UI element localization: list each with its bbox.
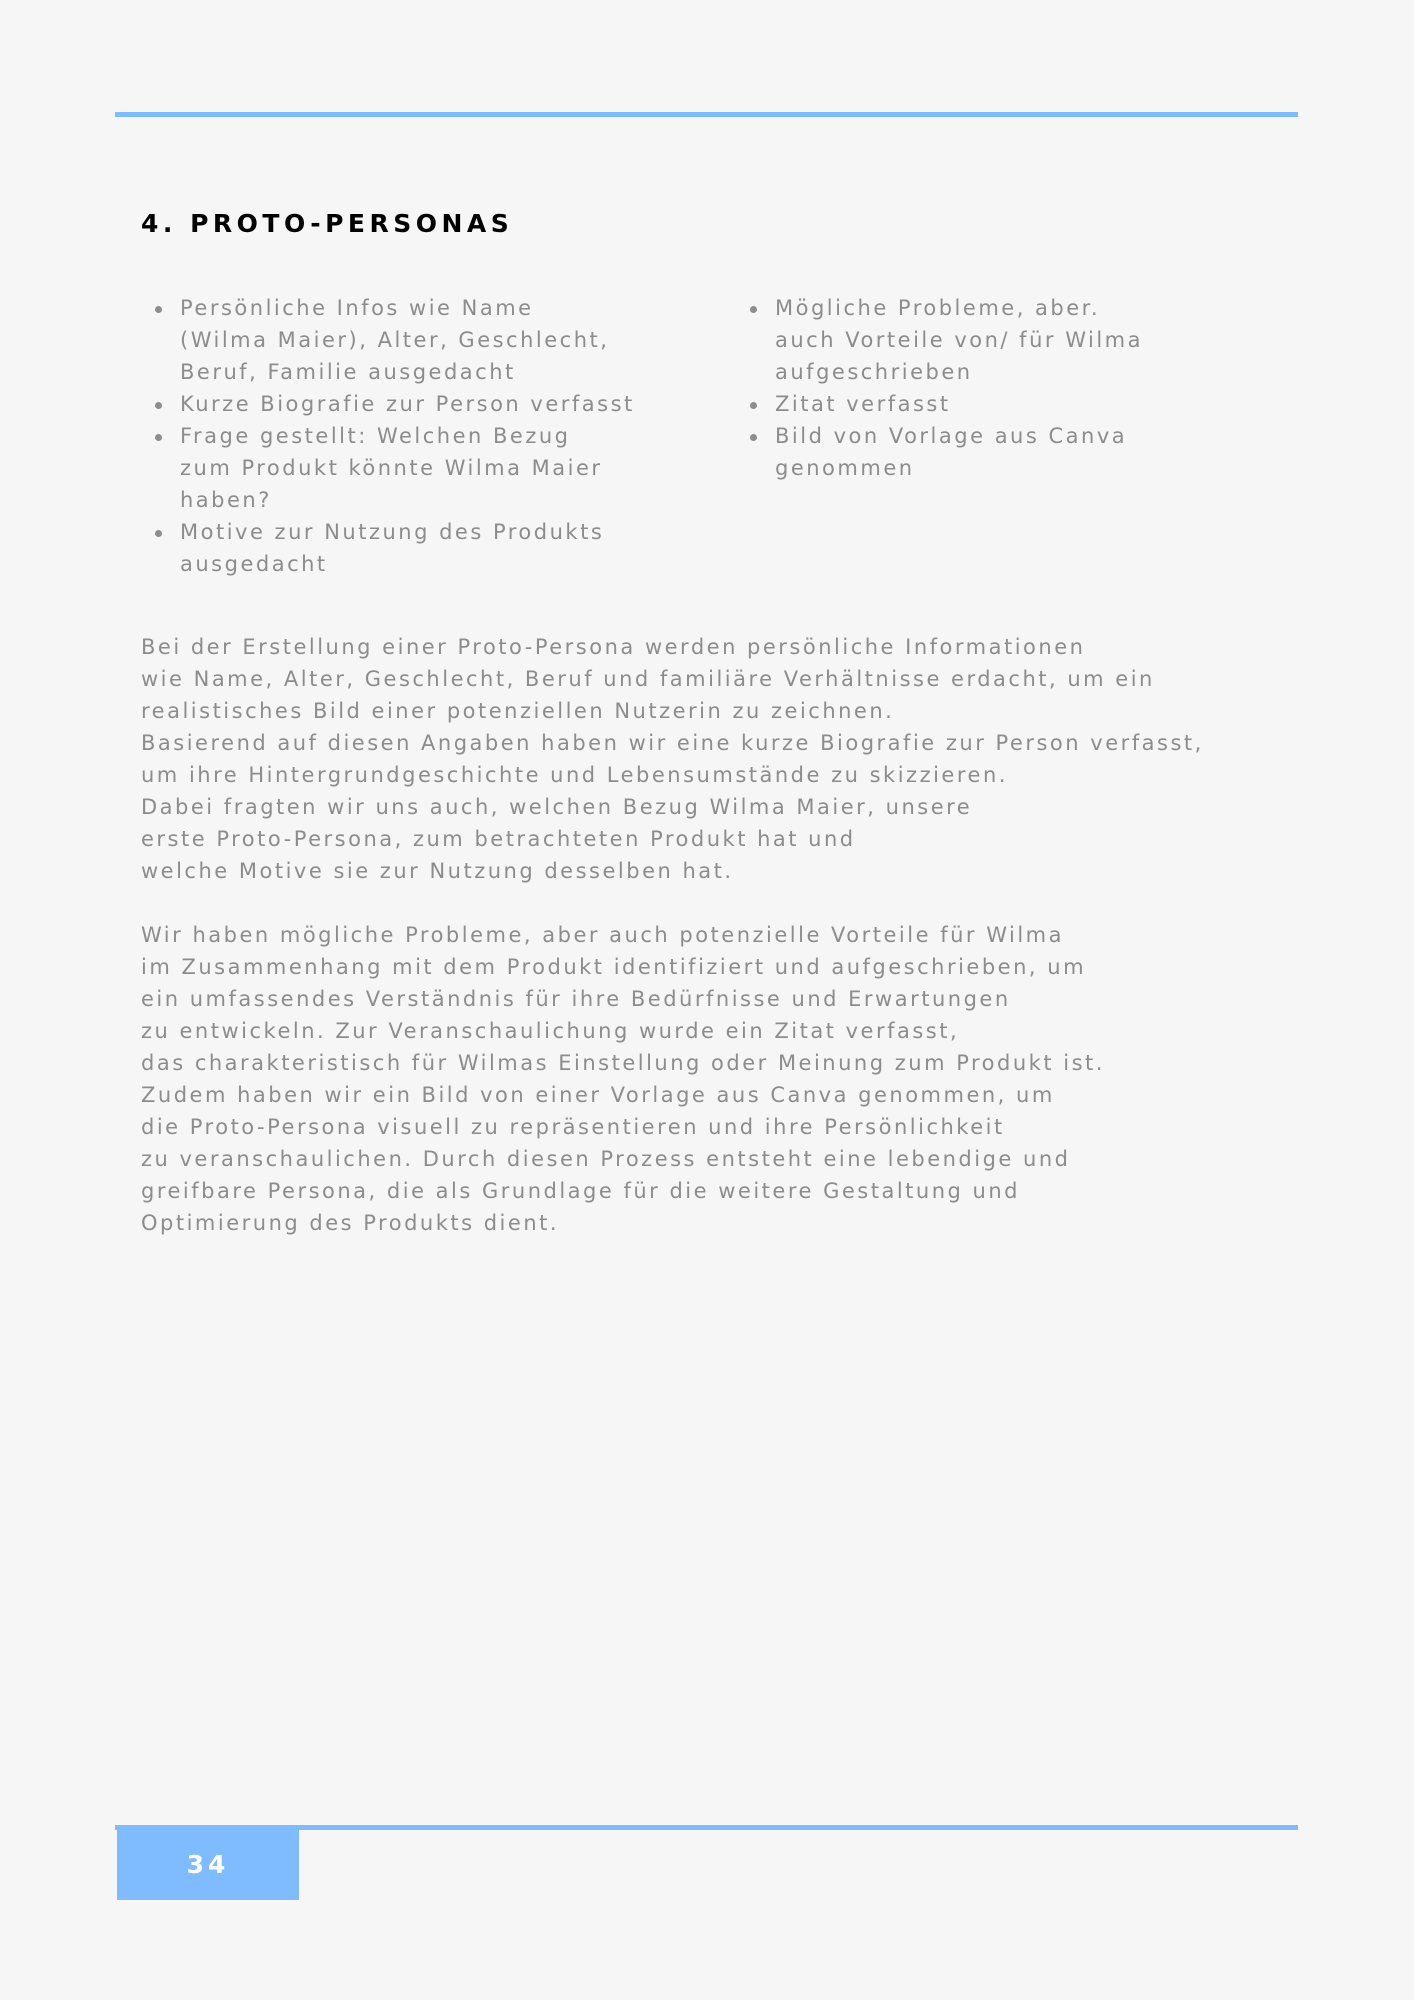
paragraph-line: das charakteristisch für Wilmas Einstellung oder Meinung zum Produkt ist. xyxy=(141,1051,1105,1075)
list-item-line: Zitat verfasst xyxy=(775,392,951,416)
list-item-line: zum Produkt könnte Wilma Maier xyxy=(180,456,603,480)
list-item-line: Persönliche Infos wie Name xyxy=(180,296,534,320)
paragraph-line: welche Motive sie zur Nutzung desselben hat. xyxy=(141,859,734,883)
section-heading: 4. PROTO-PERSONAS xyxy=(141,209,514,238)
list-item xyxy=(141,420,701,516)
list-item xyxy=(736,388,1296,420)
paragraph-line: um ihre Hintergrundgeschichte und Lebensumstände zu skizzieren. xyxy=(141,763,1008,787)
list-item-line: Kurze Biografie zur Person verfasst xyxy=(180,392,635,416)
list-item-line: genommen xyxy=(775,456,915,480)
paragraph-line: erste Proto-Persona, zum betrachteten Produkt hat und xyxy=(141,827,856,851)
list-item-line: haben? xyxy=(180,488,272,512)
list-item xyxy=(736,292,1296,388)
body-paragraph-1 xyxy=(141,631,1204,887)
list-item xyxy=(141,516,701,580)
list-item-line: Motive zur Nutzung des Produkts xyxy=(180,520,605,544)
paragraph-line: zu veranschaulichen. Durch diesen Prozess entsteht eine lebendige und xyxy=(141,1147,1071,1171)
list-item-line: aufgeschrieben xyxy=(775,360,973,384)
list-item-line: ausgedacht xyxy=(180,552,328,576)
list-item-line: Beruf, Familie ausgedacht xyxy=(180,360,516,384)
list-item-line: Mögliche Probleme, aber. xyxy=(775,296,1101,320)
list-item-line: Bild von Vorlage aus Canva xyxy=(775,424,1128,448)
list-item-line: auch Vorteile von/ für Wilma xyxy=(775,328,1143,352)
paragraph-line: im Zusammenhang mit dem Produkt identifiziert und aufgeschrieben, um xyxy=(141,955,1087,979)
page-number: 34 xyxy=(117,1828,299,1900)
paragraph-line: Bei der Erstellung einer Proto-Persona werden persönliche Informationen xyxy=(141,635,1086,659)
paragraph-line: ein umfassendes Verständnis für ihre Bedürfnisse und Erwartungen xyxy=(141,987,1011,1011)
list-item-line: (Wilma Maier), Alter, Geschlecht, xyxy=(180,328,610,352)
paragraph-line: Dabei fragten wir uns auch, welchen Bezug Wilma Maier, unsere xyxy=(141,795,973,819)
paragraph-line: Optimierung des Produkts dient. xyxy=(141,1211,560,1235)
list-item xyxy=(141,388,701,420)
top-divider xyxy=(115,112,1298,117)
paragraph-line: zu entwickeln. Zur Veranschaulichung wurde ein Zitat verfasst, xyxy=(141,1019,960,1043)
paragraph-line: die Proto-Persona visuell zu repräsentieren und ihre Persönlichkeit xyxy=(141,1115,1005,1139)
paragraph-line: Basierend auf diesen Angaben haben wir eine kurze Biografie zur Person verfasst, xyxy=(141,731,1204,755)
paragraph-line: greifbare Persona, die als Grundlage für die weitere Gestaltung und xyxy=(141,1179,1020,1203)
list-item-line: Frage gestellt: Welchen Bezug xyxy=(180,424,571,448)
paragraph-line: Zudem haben wir ein Bild von einer Vorlage aus Canva genommen, um xyxy=(141,1083,1055,1107)
paragraph-line: realistisches Bild einer potenziellen Nutzerin zu zeichnen. xyxy=(141,699,895,723)
body-paragraph-2 xyxy=(141,919,1105,1239)
list-item xyxy=(736,420,1296,484)
bullet-list-left xyxy=(141,292,701,580)
list-item xyxy=(141,292,701,388)
paragraph-line: Wir haben mögliche Probleme, aber auch potenzielle Vorteile für Wilma xyxy=(141,923,1065,947)
paragraph-line: wie Name, Alter, Geschlecht, Beruf und familiäre Verhältnisse erdacht, um ein xyxy=(141,667,1155,691)
bullet-list-right xyxy=(736,292,1296,484)
